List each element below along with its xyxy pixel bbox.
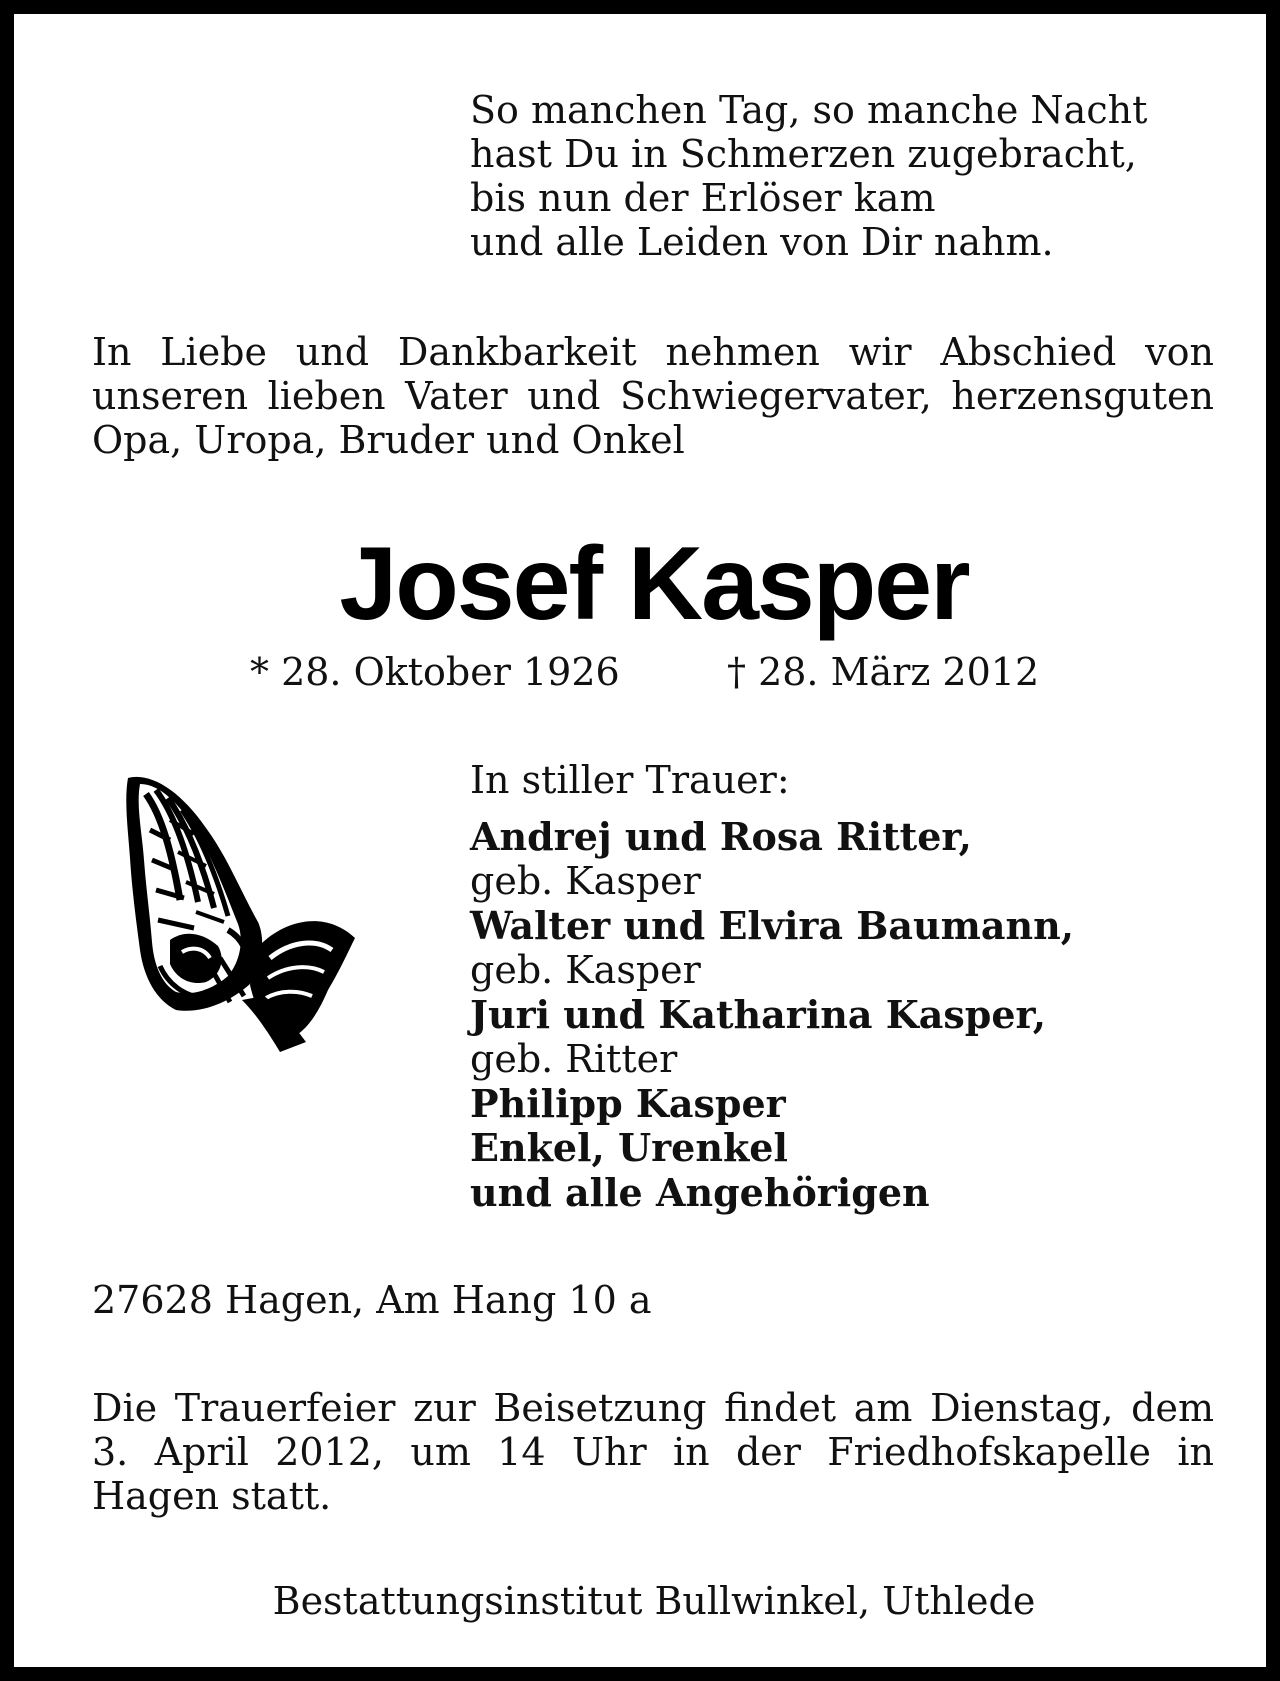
funeral-home: Bestattungsinstitut Bullwinkel, Uthlede	[272, 1579, 1036, 1623]
mourners-list	[470, 758, 1230, 1215]
birth-date: * 28. Oktober 1926	[250, 650, 620, 694]
mourner-name: Walter und Elvira Baumann,	[470, 902, 1074, 948]
poem-line: bis nun der Erlöser kam	[470, 176, 936, 220]
poem-line: und alle Leiden von Dir nahm.	[470, 220, 1054, 264]
mourner-maiden-name: geb. Kasper	[470, 859, 701, 903]
mourner-maiden-name: geb. Ritter	[470, 1037, 678, 1081]
praying-hands-icon	[110, 770, 360, 1060]
funeral-ceremony-info: Die Trauerfeier zur Beisetzung findet am Dienstag, dem 3. April 2012, um 14 Uhr in der Friedhofskapelle in Hagen statt.	[92, 1386, 1214, 1518]
mourners-heading: In stiller Trauer:	[470, 758, 790, 802]
mourner-group: und alle Angehörigen	[470, 1169, 930, 1215]
mourner-maiden-name: geb. Kasper	[470, 948, 701, 992]
poem	[470, 88, 1250, 264]
farewell-intro: In Liebe und Dankbarkeit nehmen wir Abschied von unseren lieben Vater und Schwiegervater, herzensguten Opa, Uropa, Bruder und Onkel	[92, 330, 1214, 462]
poem-line: hast Du in Schmerzen zugebracht,	[470, 132, 1137, 176]
deceased-name: Josef Kasper	[339, 526, 969, 642]
family-address: 27628 Hagen, Am Hang 10 a	[92, 1278, 652, 1322]
mourner-name: Andrej und Rosa Ritter,	[470, 813, 972, 859]
poem-line: So manchen Tag, so manche Nacht	[470, 88, 1148, 132]
death-date: † 28. März 2012	[727, 650, 1040, 694]
mourner-name: Philipp Kasper	[470, 1080, 786, 1126]
mourner-group: Enkel, Urenkel	[470, 1125, 788, 1170]
life-dates	[14, 650, 1280, 694]
mourner-name: Juri und Katharina Kasper,	[470, 991, 1047, 1037]
